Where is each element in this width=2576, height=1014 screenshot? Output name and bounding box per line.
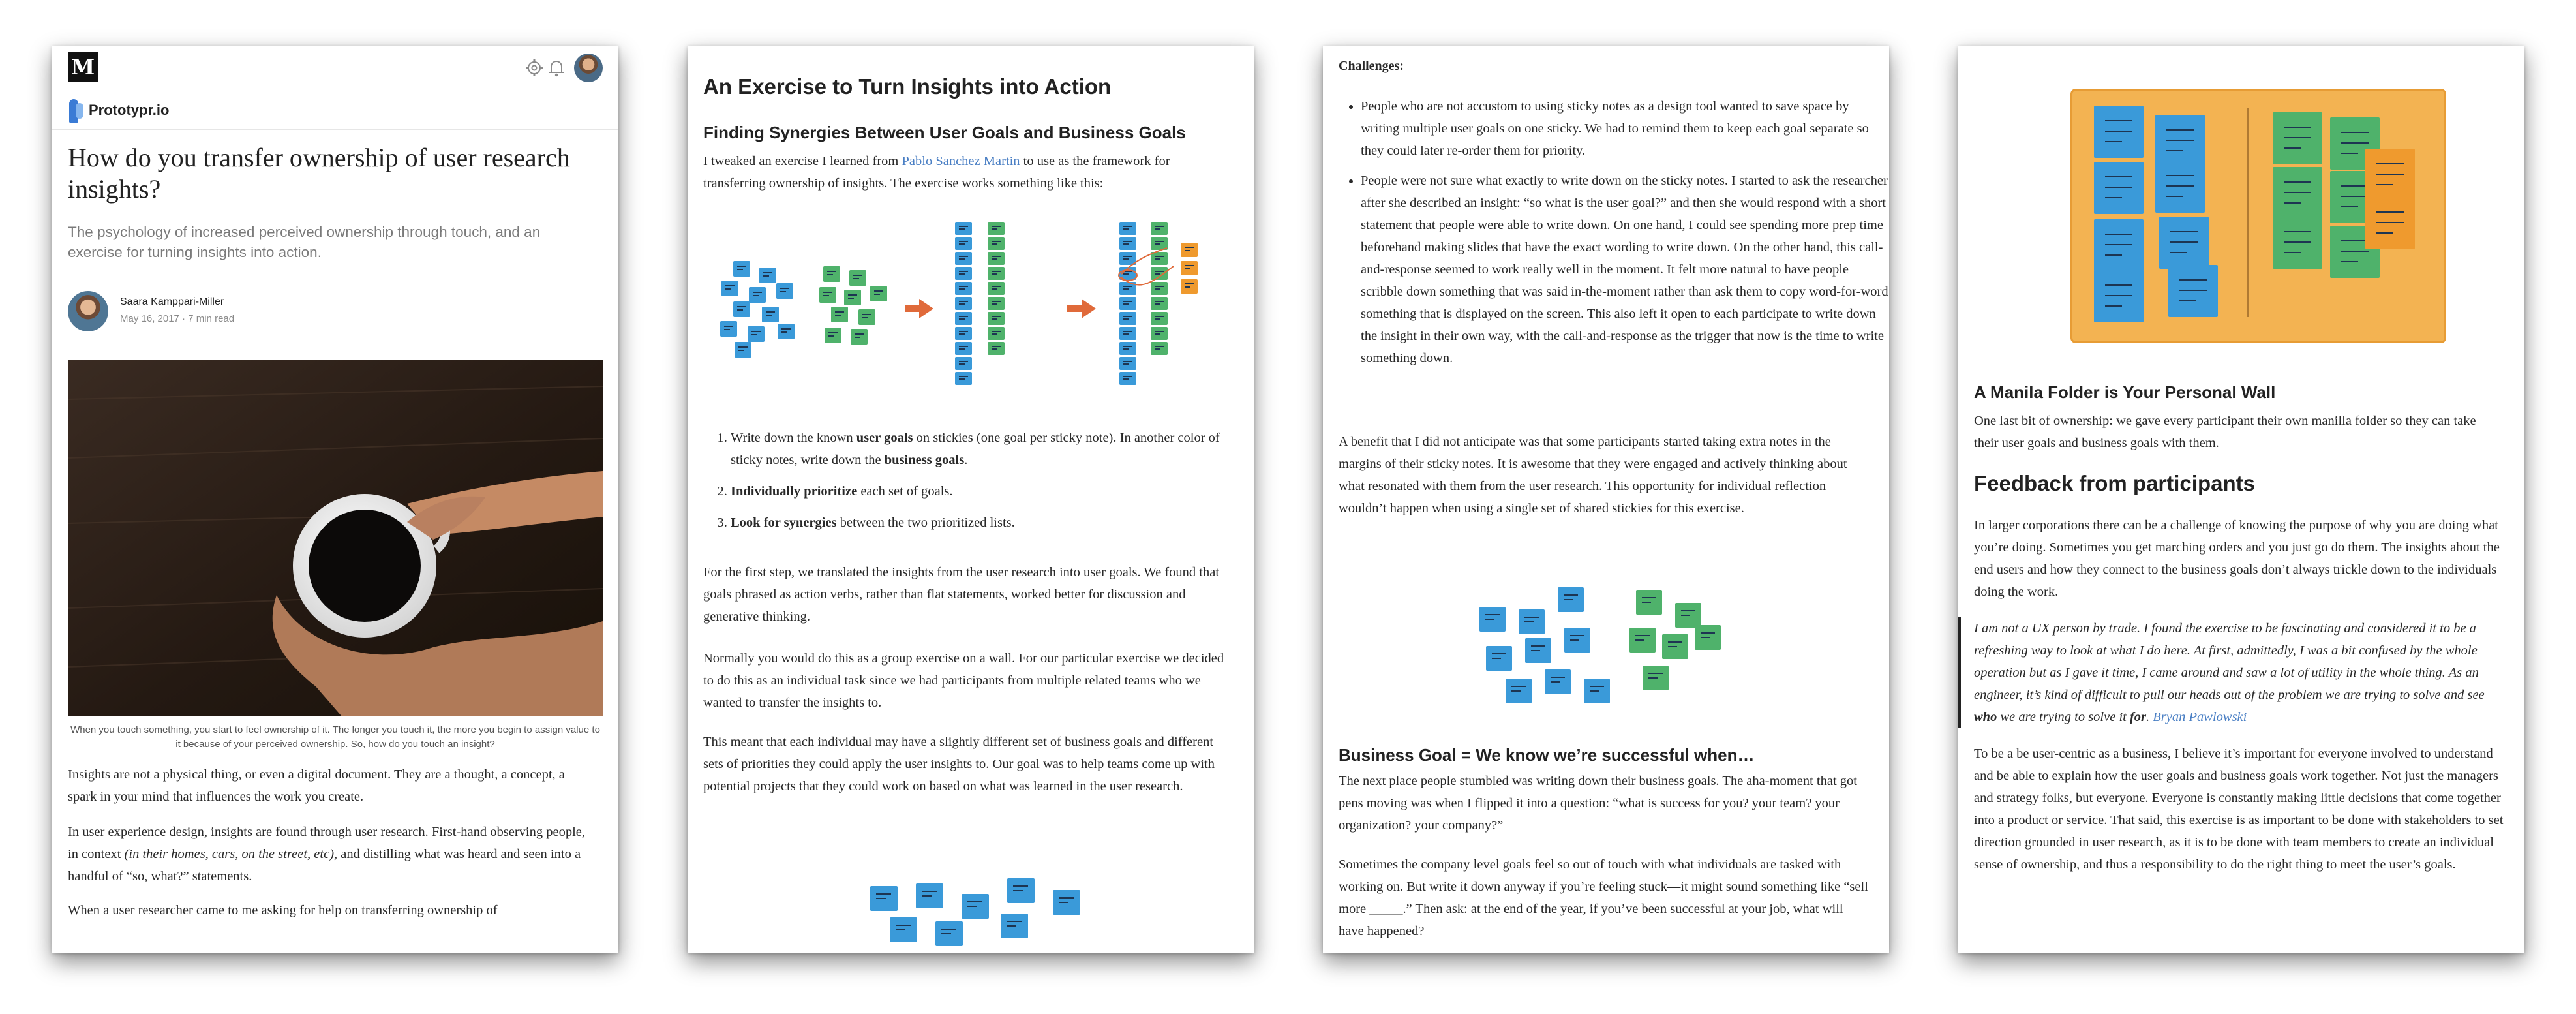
- user-goals-column: [955, 222, 975, 392]
- sticky-note: [1151, 327, 1168, 340]
- bold: Individually prioritize: [731, 484, 858, 499]
- text: Write down the known: [731, 431, 856, 445]
- author-name[interactable]: Saara Kamppari-Miller: [120, 296, 224, 307]
- emphasis: (in their homes, cars, on the street, etc): [124, 847, 335, 861]
- paragraph: In larger corporations there can be a challenge of knowing the purpose of why you are doing what you’re doing. Sometimes you get marching orders and you just go do them. The insights about the end users and how they connect to the business goals don’t always trickle down to the individuals doing the work.: [1974, 518, 2500, 599]
- sticky-note: [955, 297, 972, 310]
- sticky-note: [778, 324, 795, 339]
- image-caption: When you touch something, you start to feel ownership of it. The longer you touch it, the more you begin to assign value to it because of your perceived ownership. So, how do you touch an insight?: [70, 724, 600, 750]
- gear-icon[interactable]: [525, 59, 543, 77]
- sticky-note: [1119, 357, 1136, 370]
- arrow-icon: [905, 299, 933, 318]
- sticky-note: [1564, 628, 1590, 653]
- sticky-note: [823, 266, 840, 282]
- sticky-note: [1629, 628, 1656, 653]
- author-avatar[interactable]: [68, 291, 108, 331]
- user-goals-cluster: [720, 261, 805, 352]
- text: , and distilling what was heard and seen into a handful of “so, what?” statements.: [68, 847, 581, 883]
- sticky-note: [935, 921, 963, 946]
- sticky-note: [955, 372, 972, 385]
- sticky-note: [916, 883, 943, 908]
- text: on stickies (one goal per sticky note). In another color of sticky notes, write down the: [731, 431, 1220, 467]
- sticky-note: [2094, 270, 2144, 322]
- sticky-note: [955, 282, 972, 295]
- sticky-note: [748, 326, 765, 342]
- sticky-note: [2094, 219, 2144, 271]
- challenges-label: Challenges:: [1339, 59, 1404, 73]
- paragraph: [68, 821, 590, 887]
- sticky-note: [825, 328, 841, 343]
- bell-icon[interactable]: [548, 59, 565, 77]
- bold: business goals: [884, 453, 965, 467]
- sticky-note: [2365, 197, 2415, 249]
- sticky-note: [890, 917, 917, 942]
- article-subtitle: The psychology of increased perceived ownership through touch, and an exercise for turning insights into action.: [68, 224, 541, 260]
- sticky-note: [2094, 162, 2144, 214]
- author-link[interactable]: Pablo Sanchez Martin: [902, 154, 1020, 168]
- sticky-note: [733, 301, 750, 317]
- sticky-note: [955, 327, 972, 340]
- text: to use as the framework for transferring ownership of insights. The exercise works something like this:: [703, 154, 1170, 191]
- sticky-note: [1584, 679, 1610, 703]
- subheading: A Manila Folder is Your Personal Wall: [1974, 382, 2276, 402]
- sticky-note: [831, 307, 848, 322]
- text: .: [2146, 710, 2153, 724]
- sticky-note: [955, 237, 972, 250]
- publication-name[interactable]: Prototypr.io: [89, 102, 170, 118]
- sticky-note: [1695, 625, 1721, 650]
- bold: for: [2129, 710, 2147, 724]
- text: I am not a UX person by trade. I found the exercise to be fascinating and considered it to be a refreshing way to look at what I do here. At first, admittedly, I was a bit confused by the whole operation but as I gave it time, I came around and saw a lot of utility in the whole thing. As an engineer, it’s kind of difficult to pull our heads out of the problem we are trying to solve and see: [1974, 621, 2485, 702]
- sticky-note: [1643, 666, 1669, 690]
- section-heading: Feedback from participants: [1974, 471, 2255, 495]
- subheading: Business Goal = We know we’re successful when…: [1339, 745, 1755, 765]
- sticky-note: [2273, 217, 2322, 269]
- folder-notes: [2070, 89, 2442, 339]
- article-title: How do you transfer ownership of user research insights?: [68, 143, 570, 204]
- article-page-1: [52, 46, 618, 953]
- sticky-note: [844, 290, 861, 305]
- sticky-notes-image: [1479, 581, 1727, 711]
- paragraph: When a user researcher came to me asking for help on transferring ownership of: [68, 903, 498, 917]
- synergy-links: [1115, 235, 1187, 307]
- sticky-note: [851, 329, 868, 345]
- paragraph: For the first step, we translated the insights from the user research into user goals. We found that goals phrased as action verbs, rather than flat statements, worked better for discussion and generative thinking.: [703, 565, 1220, 624]
- sticky-note: [955, 252, 972, 265]
- blockquote-bar: [1958, 617, 1961, 728]
- sticky-note: [988, 282, 1005, 295]
- paragraph: One last bit of ownership: we gave every participant their own manilla folder so they can take their user goals and business goals with them.: [1974, 414, 2476, 450]
- sticky-note: [1119, 327, 1136, 340]
- text: In user experience design, insights are found through user research. First-hand observing people, in context: [68, 825, 586, 861]
- text: between the two prioritized lists.: [836, 515, 1015, 530]
- sticky-note: [735, 342, 751, 358]
- business-goals-column: [988, 222, 1007, 365]
- sticky-note: [2273, 167, 2322, 219]
- arrow-icon: [1067, 299, 1096, 318]
- paragraph: [703, 150, 1232, 194]
- article-page-2: [688, 46, 1254, 953]
- list-item: [731, 480, 1246, 502]
- paragraph: To be a be user-centric as a business, I believe it’s important for everyone involved to understand and be able to explain how the user goals and business goals work together. Not just the managers and strategy folks, but everyone. Everyone is constantly making little decisions that come together into a product or service. That said, this exercise is as important to be done with stakeholders to set direction grounded in user research, as it is to be done with team members to create an individual sense of ownership, and thus a responsibility to do the right thing to meet the user’s goals.: [1974, 746, 2504, 872]
- business-goals-cluster: [818, 266, 890, 345]
- sticky-note: [988, 327, 1005, 340]
- sticky-note: [759, 268, 776, 283]
- user-goals-notes-image: [864, 867, 1072, 953]
- sticky-note: [1636, 590, 1662, 615]
- sticky-note: [2365, 149, 2415, 201]
- sticky-note: [988, 237, 1005, 250]
- sticky-note: [988, 342, 1005, 355]
- manila-folder-image: [2070, 89, 2444, 341]
- sticky-note: [988, 297, 1005, 310]
- text: each set of goals.: [857, 484, 953, 499]
- avatar[interactable]: [574, 54, 603, 82]
- paragraph: The next place people stumbled was writing down their business goals. The aha-moment that got pens moving was when I flipped it into a question: “what is success for you? your team? your organization? your company?”: [1339, 774, 1857, 833]
- sticky-note: [1558, 587, 1584, 612]
- sticky-note: [1119, 222, 1136, 235]
- sticky-note: [962, 894, 989, 919]
- sticky-note: [1119, 372, 1136, 385]
- sticky-note: [2155, 161, 2205, 213]
- sticky-note: [1519, 609, 1545, 634]
- list-item: [731, 512, 1246, 534]
- sticky-note: [749, 287, 766, 303]
- text: .: [964, 453, 968, 467]
- sticky-note: [776, 283, 793, 299]
- sticky-note: [1151, 312, 1168, 325]
- sticky-note: [955, 357, 972, 370]
- sticky-note: [1151, 342, 1168, 355]
- list-item: [731, 427, 1246, 471]
- sticky-note: [955, 222, 972, 235]
- article-page-4: [1958, 46, 2524, 953]
- publication-logo-icon-2: [76, 103, 83, 119]
- sticky-note: [1001, 914, 1028, 938]
- sticky-note: [721, 281, 738, 296]
- sticky-note: [1675, 603, 1701, 628]
- text: we are trying to solve it: [1997, 710, 2130, 724]
- sticky-note: [988, 252, 1005, 265]
- sticky-note: [2094, 106, 2144, 158]
- sticky-note: [870, 886, 898, 911]
- bold: user goals: [856, 431, 913, 445]
- sticky-note: [955, 312, 972, 325]
- sticky-note: [1151, 222, 1168, 235]
- sticky-note: [988, 312, 1005, 325]
- article-meta: May 16, 2017 · 7 min read: [120, 313, 235, 324]
- sticky-note: [1545, 669, 1571, 694]
- sticky-note: [2273, 112, 2322, 164]
- sticky-note: [1119, 342, 1136, 355]
- publication-divider: [52, 129, 618, 130]
- challenges-list: [1339, 95, 1889, 377]
- list-item: • People who are not accustom to using sticky notes as a design tool wanted to save space by writing multiple user goals on one sticky. We had to remind them to keep each goal separate so they could later re-order them for priority.: [1361, 95, 1889, 162]
- sticky-note: [762, 307, 779, 322]
- list-item: • People were not sure what exactly to write down on the sticky notes. I started to ask the researcher after she described an insight: “so what is the user goal?” and then she would respond with a short statement that people were able to write down. On one hand, I could see spending more prep time beforehand making slides that have the exact wording to write down. On the other hand, this call-and-response seemed to work really well in the moment. It felt more natural to have people scribble down something that was said in-the-moment rather than ask them to copy word-for-word something that is displayed on the screen. This also left it open to each participate to write down the insight in their own way, with the call-and-response as the trigger that now is the time to write something down.: [1361, 170, 1889, 369]
- sticky-note: [988, 222, 1005, 235]
- sticky-note: [1662, 634, 1688, 659]
- sticky-note: [1007, 878, 1035, 903]
- exercise-diagram: [720, 222, 1229, 405]
- section-heading: An Exercise to Turn Insights into Action: [703, 74, 1112, 99]
- sticky-note: [1486, 646, 1512, 671]
- sticky-note: [1119, 312, 1136, 325]
- sticky-note: [1479, 607, 1506, 632]
- sticky-note: [955, 342, 972, 355]
- sticky-note: [858, 309, 875, 325]
- medium-logo[interactable]: M: [68, 52, 98, 82]
- paragraph: This meant that each individual may have a slightly different set of business goals and different sets of priorities they could apply the user insights to. Our goal was to help teams come up with potential projects that they could work on based on what was learned in the user research.: [703, 735, 1215, 793]
- sticky-note: [2168, 265, 2218, 317]
- quote-author-link[interactable]: Bryan Pawlowski: [2153, 710, 2247, 724]
- sticky-note: [733, 261, 750, 277]
- sticky-note: [988, 267, 1005, 280]
- blockquote: [1974, 617, 2504, 728]
- text: I tweaked an exercise I learned from: [703, 154, 902, 168]
- bold: Look for synergies: [731, 515, 837, 530]
- paragraph: Normally you would do this as a group exercise on a wall. For our particular exercise we decided to do this as an individual task since we had participants from multiple related teams who we wanted to transfer the insights to.: [703, 651, 1224, 710]
- paragraph: A benefit that I did not anticipate was that some participants started taking extra notes in the margins of their sticky notes. It is awesome that they were engaged and actively thinking about what resonated with them from the user research. This opportunity for individual reflection wouldn’t happen when using a single set of shared stickies for this exercise.: [1339, 435, 1847, 515]
- sticky-note: [1525, 638, 1551, 663]
- sticky-note: [870, 286, 887, 301]
- sticky-note: [1053, 890, 1080, 915]
- steps-list: [703, 427, 1246, 543]
- sticky-note: [849, 270, 866, 286]
- sticky-note: [720, 321, 737, 337]
- article-page-3: [1323, 46, 1889, 953]
- paragraph: Insights are not a physical thing, or even a digital document. They are a thought, a concept, a spark in your mind that influences the work you create.: [68, 767, 565, 804]
- sticky-note: [819, 287, 836, 303]
- bold: who: [1974, 710, 1997, 724]
- subheading: Finding Synergies Between User Goals and Business Goals: [703, 123, 1186, 142]
- sticky-note: [2159, 217, 2209, 269]
- hero-image: [68, 360, 603, 716]
- sticky-note: [1506, 679, 1532, 703]
- sticky-note: [2155, 115, 2205, 167]
- paragraph: Sometimes the company level goals feel so out of touch with what individuals are tasked with working on. But write it down anyway if you’re feeling stuck—it might sound something like “sell more _____.” Then ask: at the end of the year, if you’ve been successful at your job, what will have happened?: [1339, 857, 1868, 938]
- sticky-note: [955, 267, 972, 280]
